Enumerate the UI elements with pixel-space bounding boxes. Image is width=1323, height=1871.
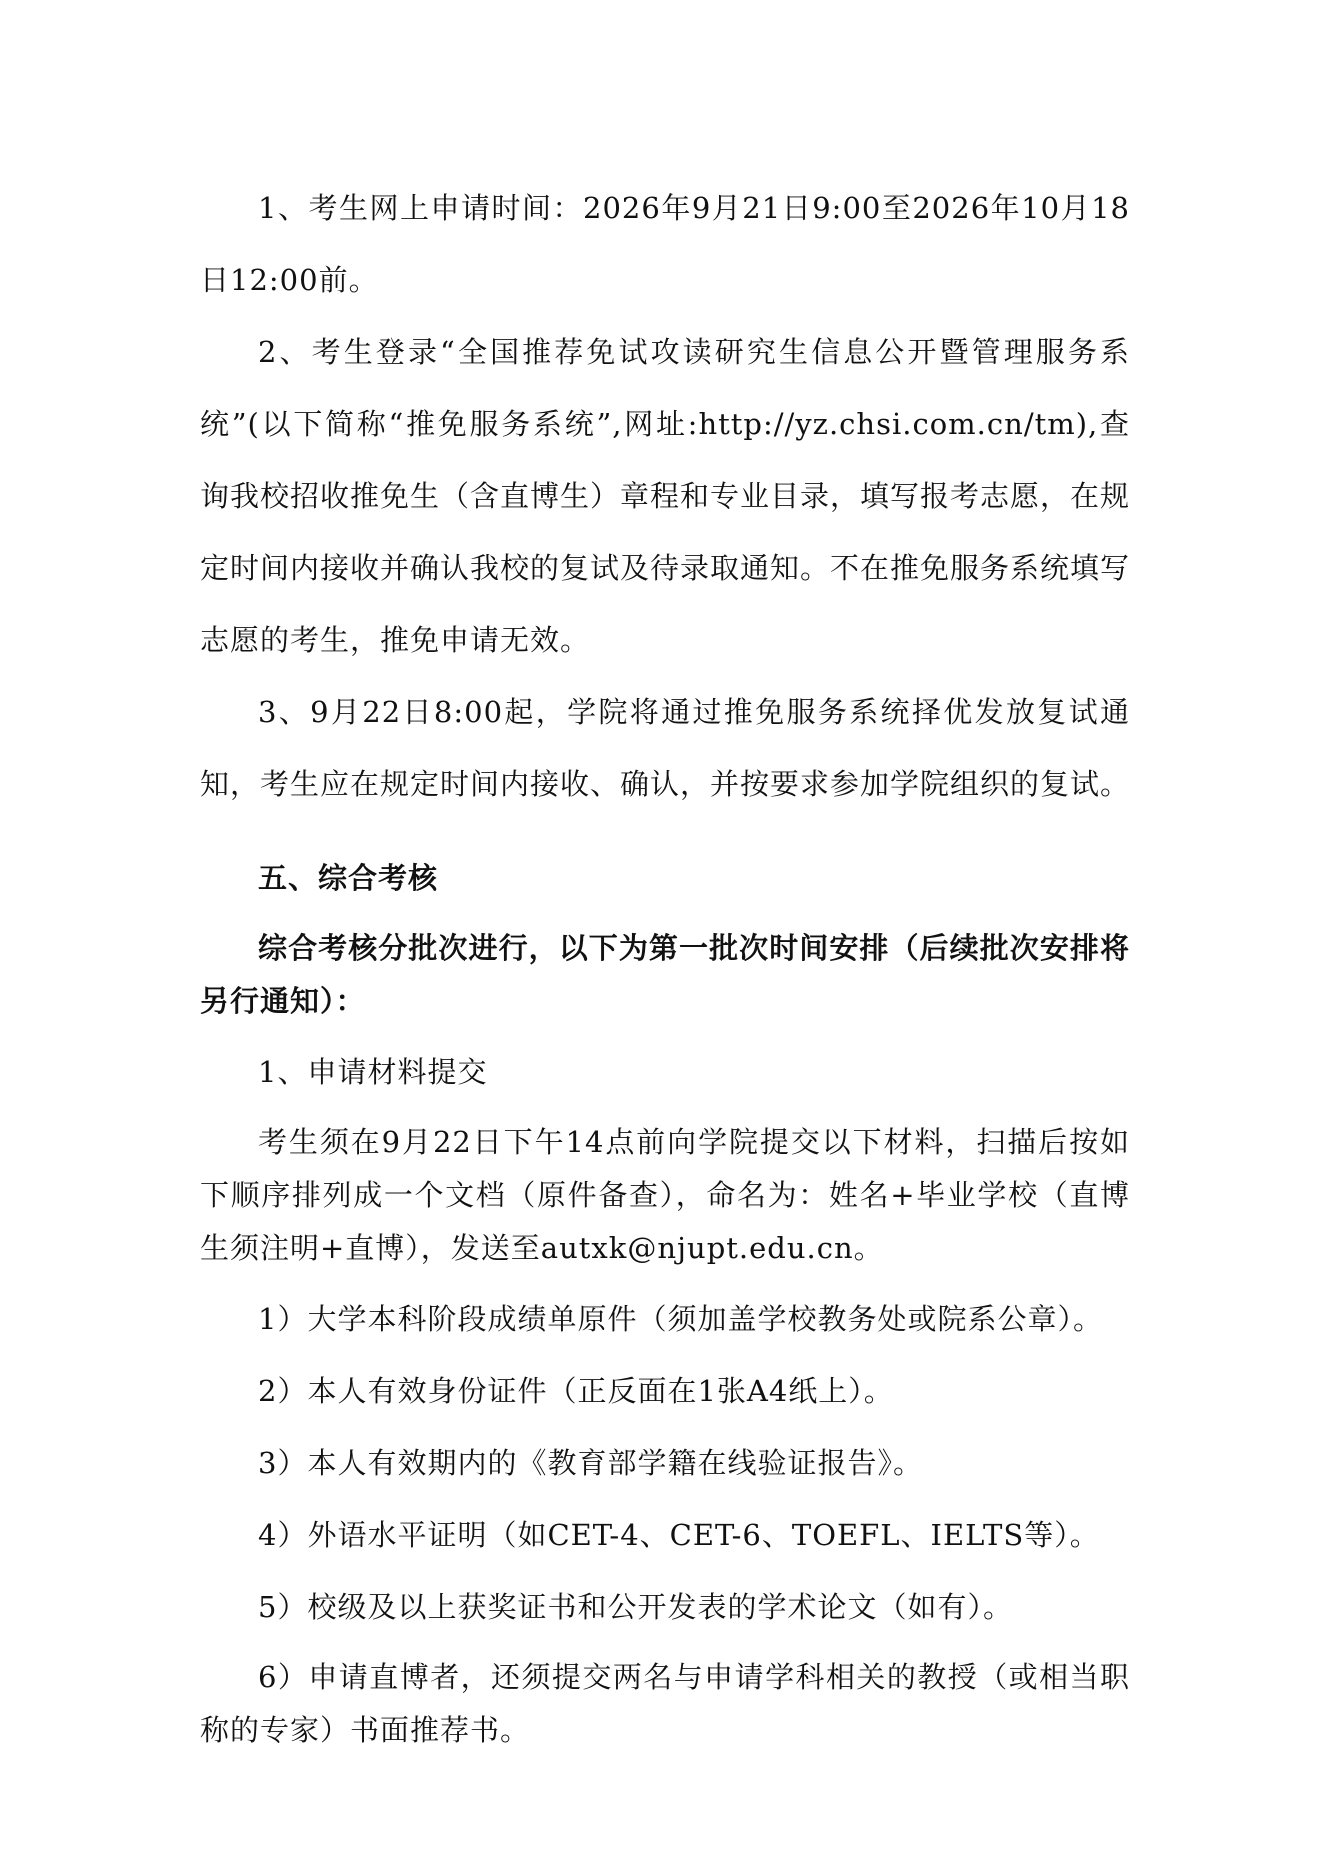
list-item-language-certificate: 4）外语水平证明（如CET-4、CET-6、TOEFL、IELTS等）。 <box>258 1518 1100 1552</box>
list-item-awards-papers: 5）校级及以上获奖证书和公开发表的学术论文（如有）。 <box>258 1590 1013 1624</box>
list-item-enrollment-report: 3）本人有效期内的《教育部学籍在线验证报告》。 <box>258 1446 923 1480</box>
paragraph-materials-instructions: 考生须在9月22日下午14点前向学院提交以下材料，扫描后按如下顺序排列成一个文档（原件备查），命名为：姓名+毕业学校（直博生须注明+直博），发送至autxk@njupt.edu.cn。 <box>200 1125 1130 1265</box>
list-item-recommendation-letters: 6）申请直博者，还须提交两名与申请学科相关的教授（或相当职称的专家）书面推荐书。 <box>200 1660 1130 1747</box>
document-body <box>200 172 1130 1765</box>
paragraph-registration-instructions: 2、考生登录“全国推荐免试攻读研究生信息公开暨管理服务系统”(以下简称“推免服务系统”,网址:http://yz.chsi.com.cn/tm),查询我校招收推免生（含直博生）章程和专业目录，填写报考志愿，在规定时间内接收并确认我校的复试及待录取通知。不在推免服务系统填写志愿的考生，推免申请无效。 <box>200 335 1131 657</box>
paragraph-retest-notice: 3、9月22日8:00起，学院将通过推免服务系统择优发放复试通知，考生应在规定时间内接收、确认，并按要求参加学院组织的复试。 <box>200 695 1131 801</box>
list-item-id-card: 2）本人有效身份证件（正反面在1张A4纸上）。 <box>258 1374 894 1408</box>
paragraph-application-time: 1、考生网上申请时间：2026年9月21日9:00至2026年10月18日12:00前。 <box>200 191 1130 297</box>
section-heading-comprehensive-assessment: 五、综合考核 <box>258 861 439 895</box>
paragraph-batch-arrangement: 综合考核分批次进行，以下为第一批次时间安排（后续批次安排将另行通知）： <box>200 931 1130 1018</box>
list-item-transcript: 1）大学本科阶段成绩单原件（须加盖学校教务处或院系公章）。 <box>258 1302 1103 1336</box>
subheading-materials-submission: 1、申请材料提交 <box>258 1055 488 1089</box>
